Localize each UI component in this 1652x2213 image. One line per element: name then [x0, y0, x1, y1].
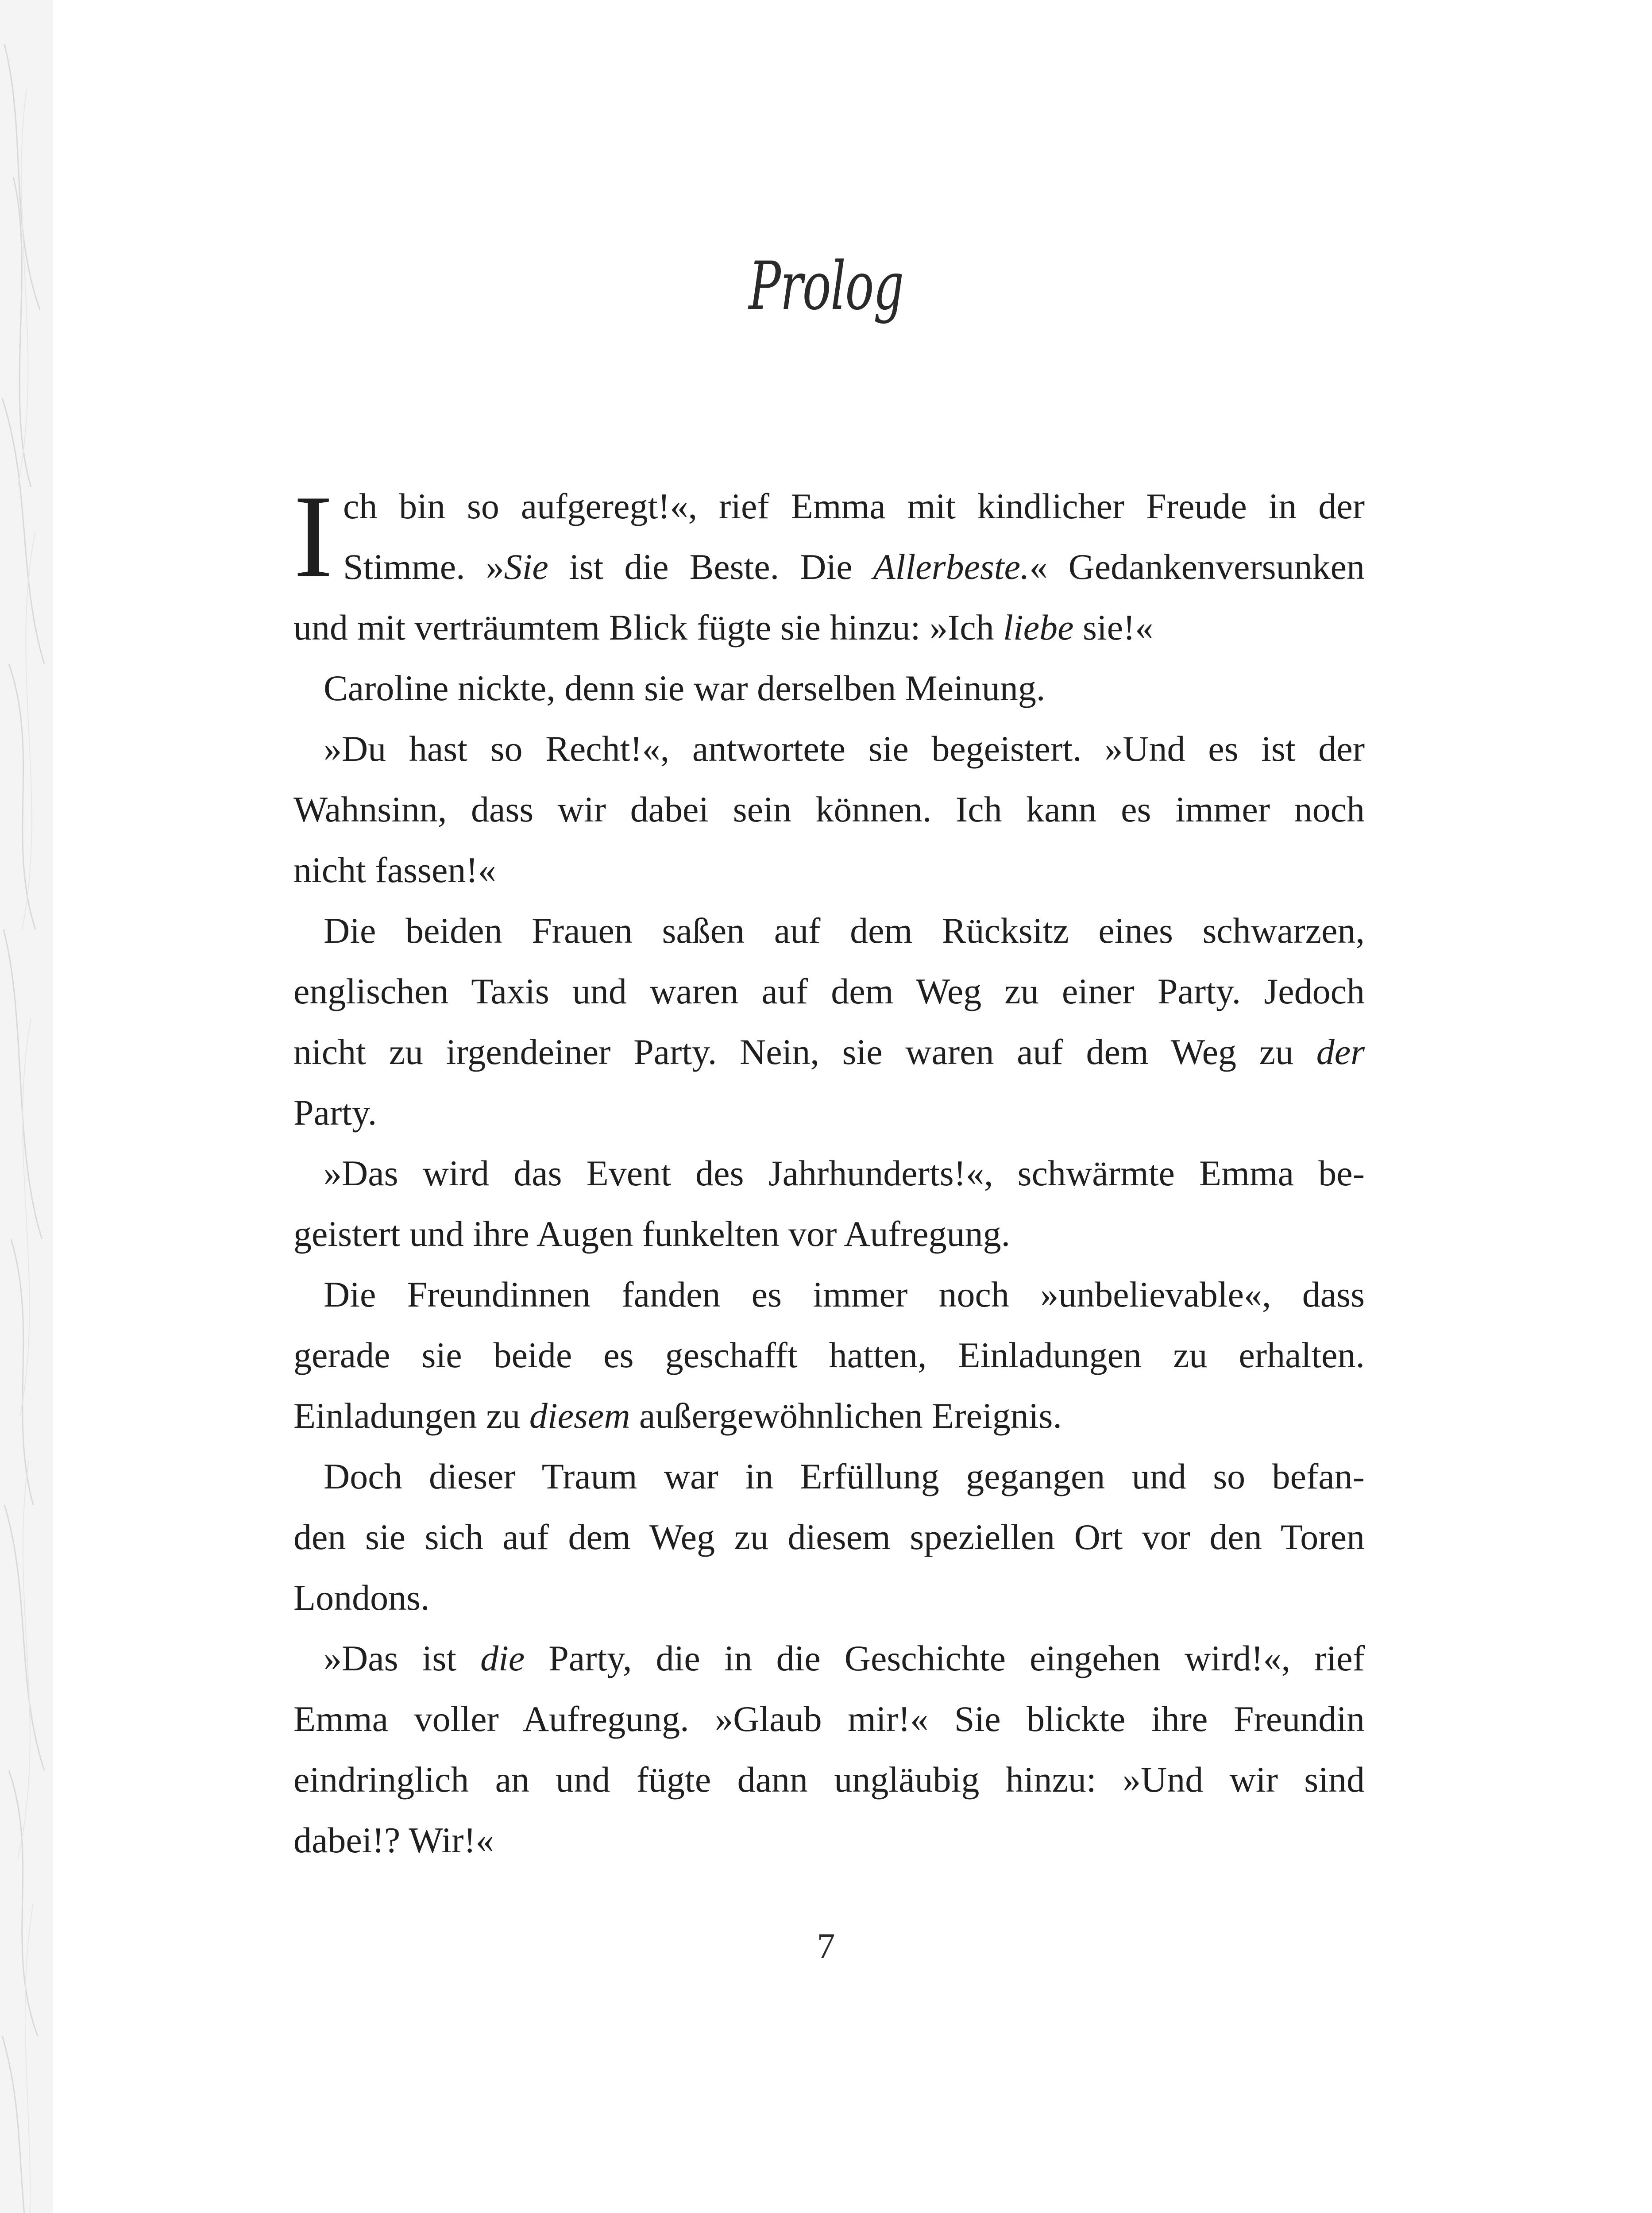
- paragraph-1-line-3: [293, 597, 1365, 658]
- italic-span: Sie: [504, 547, 548, 587]
- text-span: nicht zu irgendeiner Party. Nein, sie waren auf dem Weg zu: [293, 1032, 1316, 1072]
- italic-span: Allerbeste.: [873, 547, 1030, 587]
- paragraph-2-line-1: Caroline nickte, denn sie war derselben Meinung.: [324, 668, 1046, 708]
- italic-span: diesem: [529, 1396, 630, 1436]
- paragraph-4-line-3: [293, 1022, 1365, 1082]
- paragraph-7-line-1: Doch dieser Traum war in Erfüllung gegangen und so befan-: [324, 1456, 1365, 1496]
- text-span: « Gedankenversunken: [1029, 547, 1365, 587]
- paragraph-8-line-3: eindringlich an und fügte dann ungläubig hinzu: »Und wir sind: [293, 1759, 1365, 1800]
- paragraph-6-line-3: [293, 1385, 1365, 1446]
- paragraph-7-line-2: den sie sich auf dem Weg zu diesem speziellen Ort vor den Toren: [293, 1517, 1365, 1557]
- italic-span: der: [1316, 1032, 1365, 1072]
- paragraph-1-line-1: ch bin so aufgeregt!«, rief Emma mit kindlicher Freude in der: [343, 486, 1365, 526]
- paragraph-3-line-1: »Du hast so Recht!«, antwortete sie begeistert. »Und es ist der: [324, 729, 1365, 769]
- paragraph-5-line-1: »Das wird das Event des Jahrhunderts!«, schwärmte Emma be-: [324, 1153, 1365, 1193]
- body-text: [293, 470, 1365, 1870]
- text-span: Party, die in die Geschichte eingehen wird!«, rief: [525, 1638, 1365, 1678]
- text-span: ist die Beste. Die: [548, 547, 873, 587]
- paragraph-4-line-2: englischen Taxis und waren auf dem Weg zu einer Party. Jedoch: [293, 971, 1365, 1011]
- paragraph-6-line-2: gerade sie beide es geschafft hatten, Einladungen zu erhalten.: [293, 1335, 1365, 1375]
- text-span: und mit verträumtem Blick fügte sie hinzu: »Ich: [293, 607, 1004, 648]
- paragraph-8-line-4: dabei!? Wir!«: [293, 1820, 494, 1860]
- paragraph-1-line-2: [293, 536, 1365, 597]
- italic-span: die: [480, 1638, 525, 1678]
- page-number: 7: [817, 1926, 835, 1966]
- paragraph-5-line-2: geistert und ihre Augen funkelten vor Aufregung.: [293, 1214, 1011, 1254]
- paragraph-8-line-2: Emma voller Aufregung. »Glaub mir!« Sie blickte ihre Freundin: [293, 1699, 1365, 1739]
- paragraph-4-line-4: Party.: [293, 1092, 377, 1133]
- paragraph-6-line-1: Die Freundinnen fanden es immer noch »unbelievable«, dass: [324, 1274, 1365, 1315]
- paragraph-4-line-1: Die beiden Frauen saßen auf dem Rücksitz eines schwarzen,: [324, 910, 1365, 951]
- text-span: sie!«: [1073, 607, 1154, 648]
- paragraph-3-line-2: Wahnsinn, dass wir dabei sein können. Ich kann es immer noch: [293, 789, 1365, 829]
- text-span: »Das ist: [324, 1638, 481, 1678]
- paragraph-3-line-3: nicht fassen!«: [293, 850, 496, 890]
- drop-cap: I: [293, 470, 333, 602]
- text-span: Einladungen zu: [293, 1396, 529, 1436]
- decorative-texture-strip: [0, 0, 53, 2213]
- chapter-title: Prolog: [749, 248, 903, 325]
- text-span: Stimme. »: [343, 547, 504, 587]
- italic-span: liebe: [1003, 607, 1074, 648]
- paragraph-8-line-1: [293, 1628, 1365, 1689]
- paragraph-7-line-3: Londons.: [293, 1577, 430, 1618]
- text-span: außergewöhnlichen Ereignis.: [630, 1396, 1062, 1436]
